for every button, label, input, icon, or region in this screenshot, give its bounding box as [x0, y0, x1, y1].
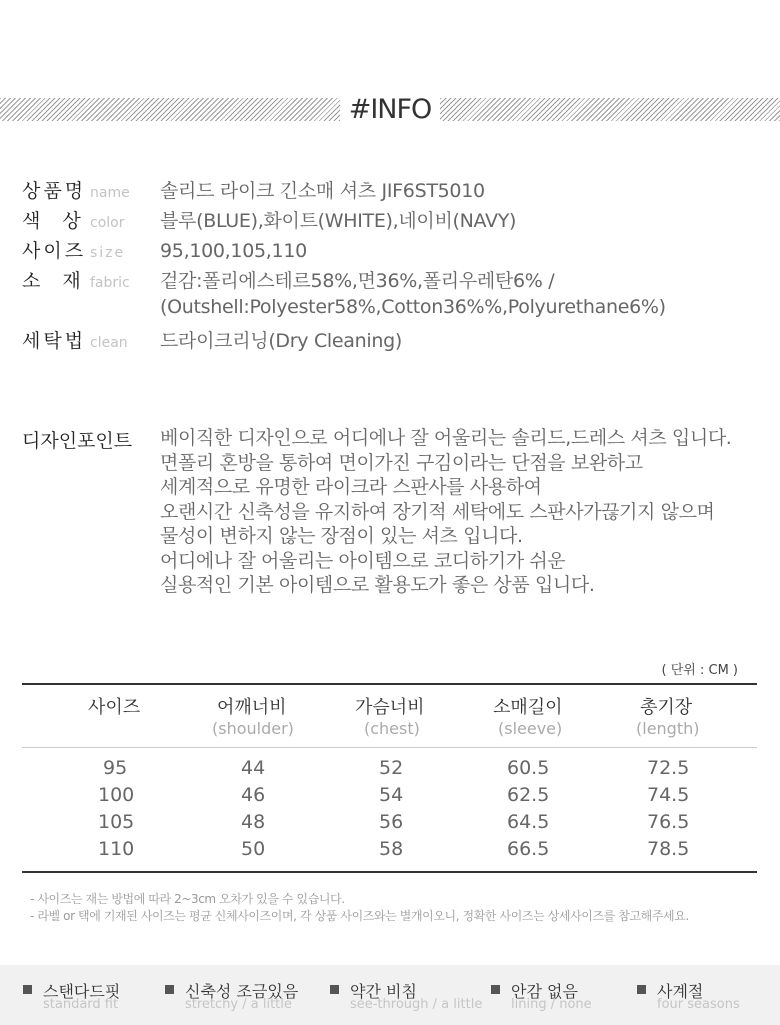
table-cell: 48 [241, 811, 266, 833]
size-note: - 라벨 or 택에 기재된 사이즈는 평균 신체사이즈이며, 각 상품 사이즈와는 별개이오니, 정확한 사이즈는 상세사이즈를 참고해주세요. [30, 909, 689, 923]
col-header-chest-en: (chest) [364, 719, 420, 738]
table-cell: 64.5 [507, 811, 550, 833]
attribute-label: 안감 없음 [511, 982, 578, 1001]
bullet-square-icon [491, 985, 500, 994]
bullet-square-icon [23, 985, 32, 994]
table-cell: 52 [379, 757, 404, 779]
design-point-line: 오랜시간 신축성을 유지하여 장기적 세탁에도 스판사가끊기지 않으며 [160, 500, 715, 523]
spec-value: 겉감:폴리에스테르58%,면36%,폴리우레탄6% / [160, 270, 555, 292]
spec-sublabel: name [90, 185, 130, 201]
spec-label: 상품명 [22, 180, 87, 202]
spec-sublabel: color [90, 215, 125, 231]
attribute-label: 스탠다드핏 [43, 982, 121, 1001]
attribute-sublabel: standard fit [43, 997, 119, 1012]
table-cell: 110 [98, 838, 135, 860]
table-cell: 62.5 [507, 784, 550, 806]
spec-row-clean [22, 326, 402, 350]
design-point-line: 면폴리 혼방을 통하여 면이가진 구김이라는 단점을 보완하고 [160, 451, 643, 474]
attribute-sublabel: stretchy / a little [185, 997, 292, 1012]
table-cell: 44 [241, 757, 266, 779]
col-header-shoulder-en: (shoulder) [212, 719, 294, 738]
spec-row-size [22, 236, 307, 260]
design-point-label: 디자인포인트 [22, 430, 133, 452]
spec-label: 세탁법 [22, 330, 87, 352]
col-header-sleeve: 소매길이 [493, 697, 563, 718]
bullet-square-icon [330, 985, 339, 994]
table-cell: 60.5 [507, 757, 550, 779]
design-point-line: 어디에나 잘 어울리는 아이템으로 코디하기가 쉬운 [160, 549, 566, 572]
table-cell: 100 [98, 784, 135, 806]
table-cell: 66.5 [507, 838, 550, 860]
table-cell: 56 [379, 811, 404, 833]
design-point-line: 실용적인 기본 아이템으로 활용도가 좋은 상품 입니다. [160, 574, 595, 596]
table-cell: 74.5 [647, 784, 690, 806]
spec-label: 사이즈 [22, 240, 87, 262]
col-header-length-en: (length) [636, 719, 700, 738]
spec-value: 솔리드 라이크 긴소매 셔츠 JIF6ST5010 [160, 180, 485, 202]
spec-value-continuation: (Outshell:Polyester58%,Cotton36%%,Polyurethane6%) [160, 296, 666, 318]
table-cell: 78.5 [647, 838, 690, 860]
col-header-shoulder: 어깨너비 [217, 697, 287, 718]
table-cell: 72.5 [647, 757, 690, 779]
design-point-line: 물성이 변하지 않는 장점이 있는 셔츠 입니다. [160, 525, 523, 547]
design-point-line: 세계적으로 유명한 라이크라 스판사를 사용하여 [160, 476, 542, 498]
bullet-square-icon [165, 985, 174, 994]
spec-row-name [22, 176, 485, 200]
col-header-size: 사이즈 [88, 697, 141, 718]
table-cell: 95 [103, 757, 128, 779]
spec-value: 블루(BLUE),화이트(WHITE),네이비(NAVY) [160, 210, 517, 232]
attribute-sublabel: four seasons [657, 997, 740, 1012]
table-cell: 54 [379, 784, 404, 806]
design-point-text [160, 426, 775, 598]
col-header-chest: 가슴너비 [355, 697, 425, 718]
size-note: - 사이즈는 재는 방법에 따라 2~3cm 오차가 있을 수 있습니다. [30, 892, 345, 906]
table-top-rule [22, 683, 757, 685]
table-bottom-rule [22, 871, 757, 873]
info-title: #INFO [340, 93, 440, 127]
spec-value: 드라이크리닝(Dry Cleaning) [160, 330, 402, 352]
bullet-square-icon [637, 985, 646, 994]
table-cell: 105 [98, 811, 135, 833]
spec-label: 색 상 [22, 210, 89, 232]
col-header-sleeve-en: (sleeve) [498, 719, 563, 738]
spec-label: 소 재 [22, 270, 89, 292]
spec-sublabel: clean [90, 335, 128, 351]
col-header-length: 총기장 [640, 697, 693, 718]
attribute-sublabel: see-through / a little [350, 997, 483, 1012]
spec-row-color [22, 206, 516, 230]
table-cell: 58 [379, 838, 404, 860]
table-cell: 50 [241, 838, 266, 860]
table-header-rule [22, 747, 757, 748]
spec-sublabel: fabric [90, 275, 130, 291]
attribute-sublabel: lining / none [511, 997, 592, 1012]
spec-value: 95,100,105,110 [160, 240, 307, 262]
attribute-label: 약간 비침 [350, 982, 417, 1001]
design-point-line: 베이직한 디자인으로 어디에나 잘 어울리는 솔리드,드레스 셔츠 입니다. [160, 427, 732, 449]
size-unit-label: ( 단위 : CM ) [661, 663, 738, 678]
spec-sublabel: size [90, 245, 126, 261]
attribute-label: 사계절 [657, 982, 704, 1001]
table-cell: 76.5 [647, 811, 690, 833]
attribute-label: 신축성 조금있음 [185, 982, 299, 1001]
spec-row-fabric [22, 266, 554, 290]
table-cell: 46 [241, 784, 266, 806]
